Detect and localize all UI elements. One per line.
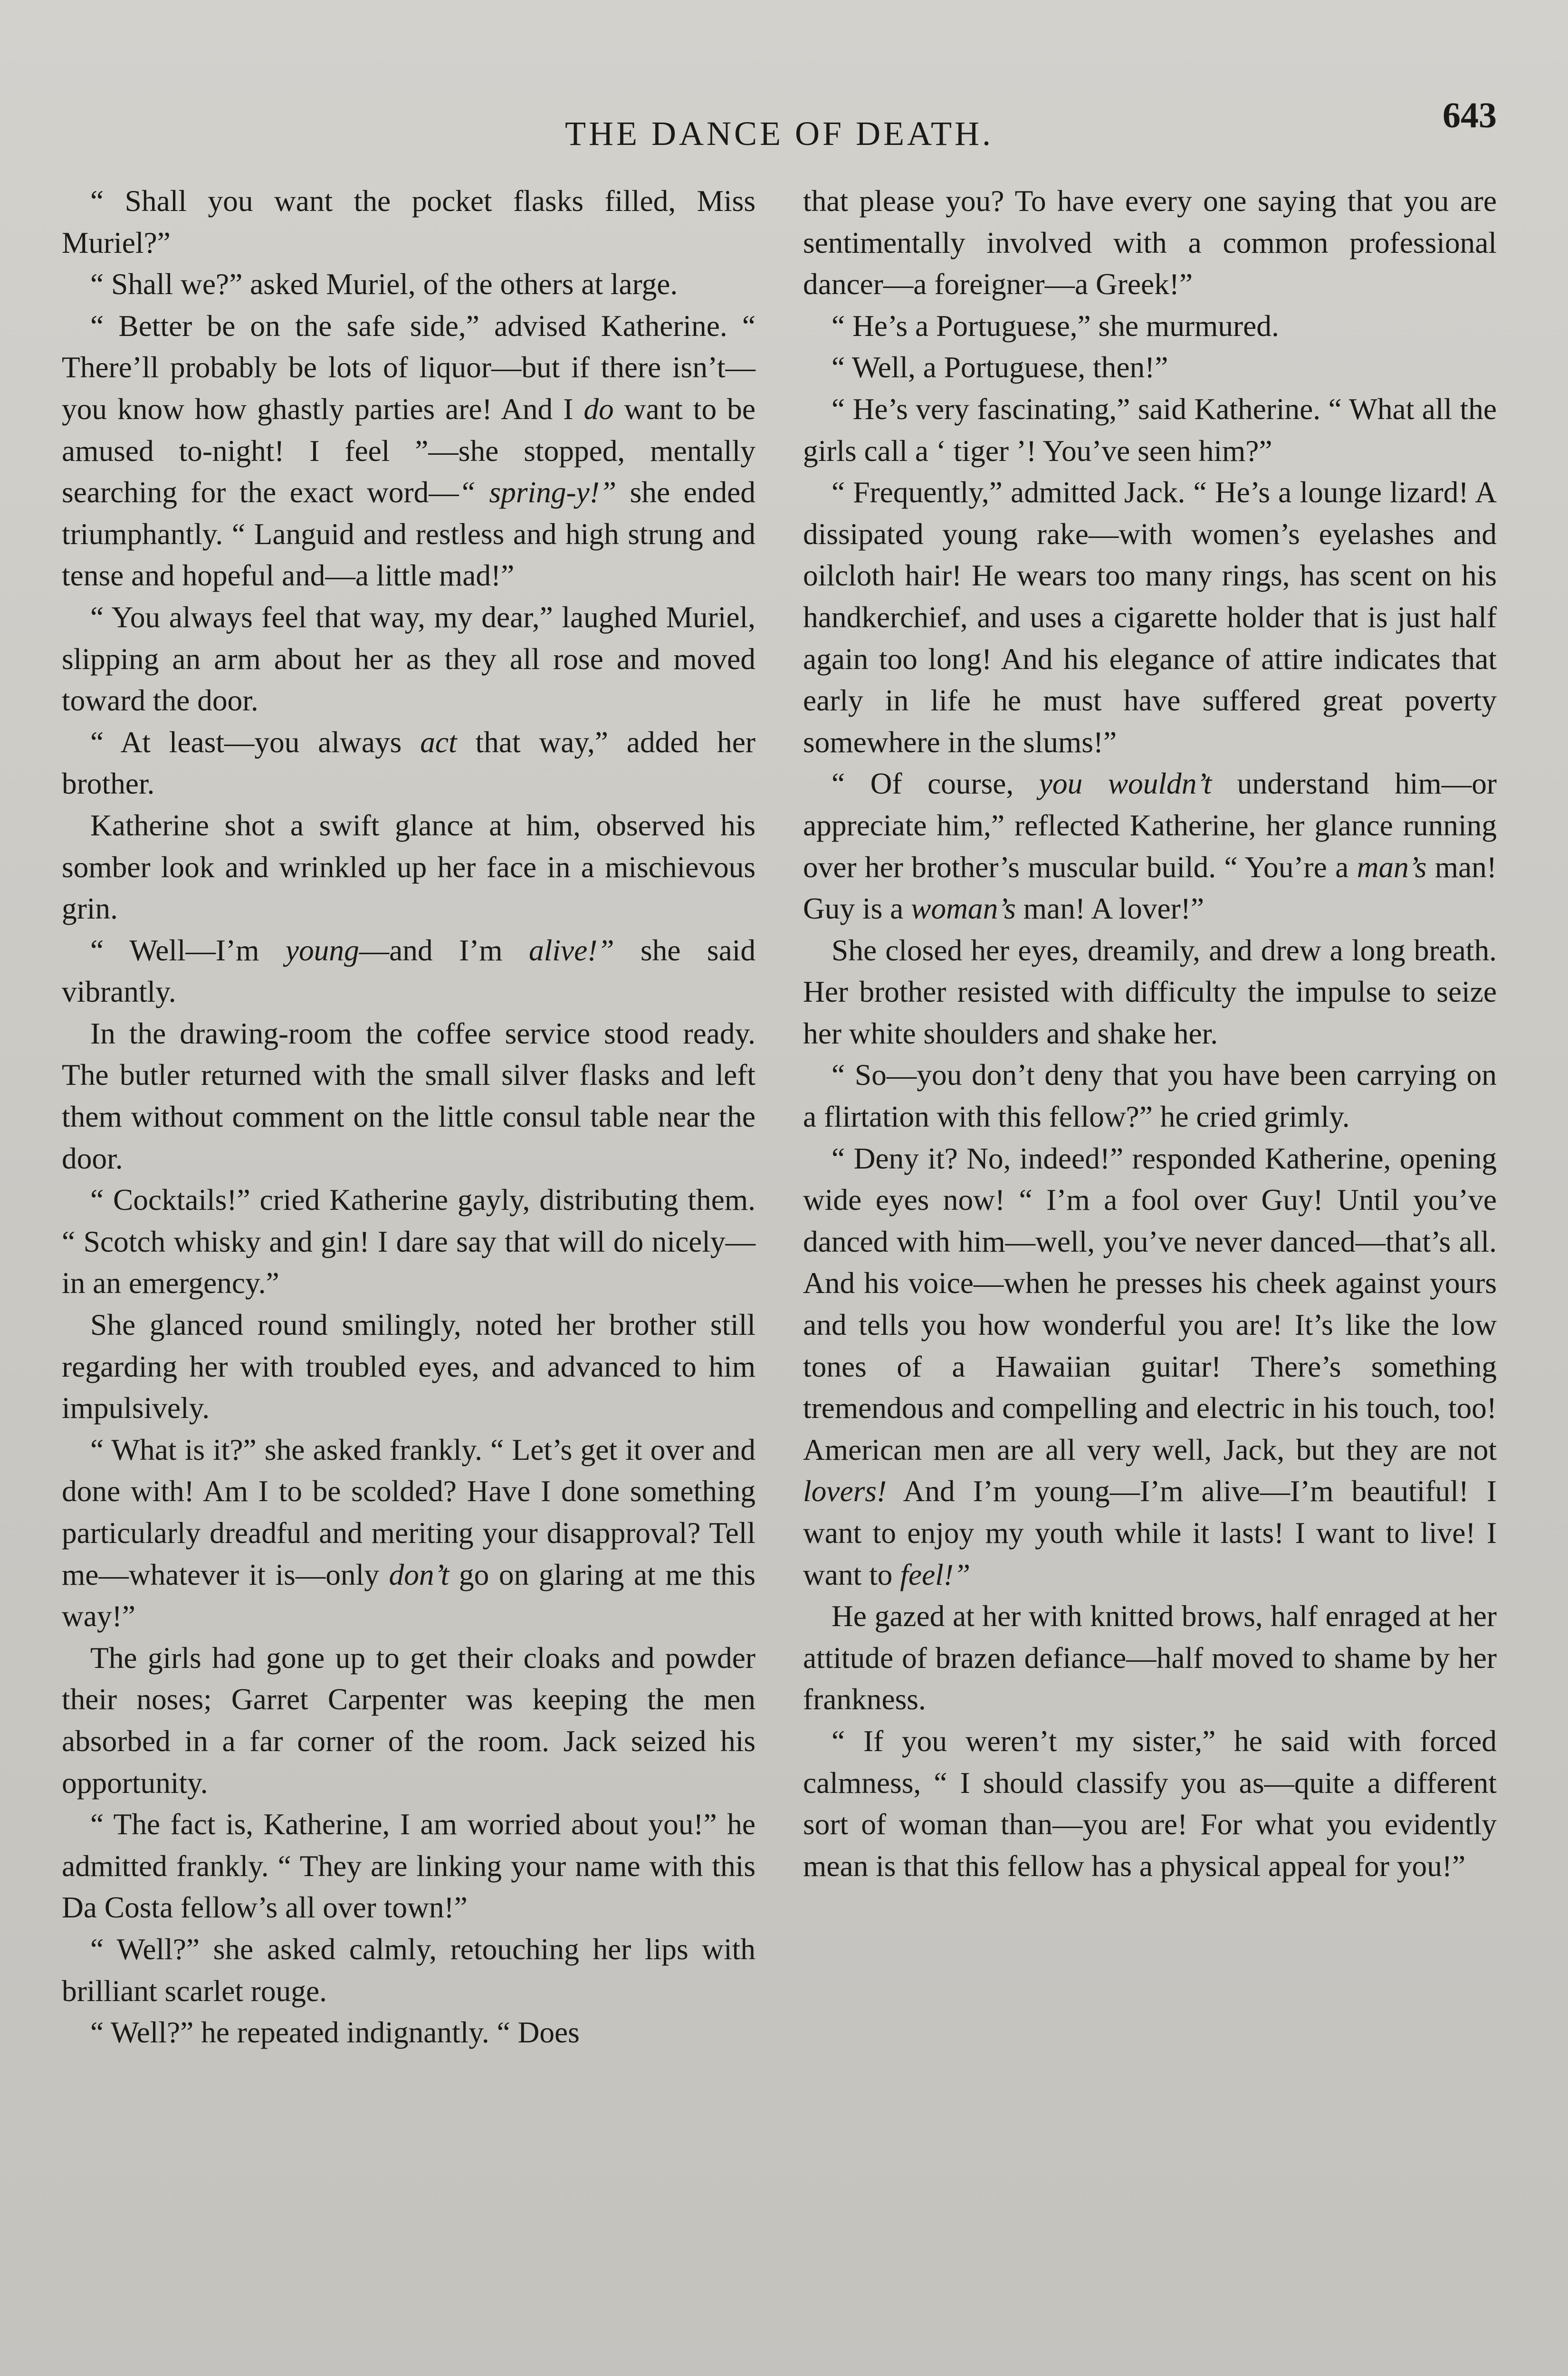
paragraph: Katherine shot a swift glance at him, observed his somber look and wrinkled up her face in a mischievous grin. (62, 808, 755, 926)
paragraph: “ He’s very fascinating,” said Katherine. “ What all the girls call a ‘ tiger ’! You’ve seen him?” (803, 392, 1497, 468)
paragraph: “ Frequently,” admitted Jack. “ He’s a lounge lizard! A dissipated young rake—with women’s eyelashes and oilcloth hair! He wears too many rings, has scent on his handkerchief, and uses a cigarette holder that is just half again too long! And his elegance of attire indicates that early in life he must have suffered great poverty somewhere in the slums!” (803, 476, 1497, 759)
paragraph: “ If you weren’t my sister,” he said with forced calmness, “ I should classify you as—quite a different sort of woman than—you are! For what you evidently mean is that this fellow has a physical appeal for you!” (803, 1724, 1497, 1883)
paragraph: He gazed at her with knitted brows, half enraged at her attitude of brazen defiance—half moved to shame by her frankness. (803, 1600, 1497, 1716)
paragraph: “ What is it?” she asked frankly. “ Let’s get it over and done with! Am I to be scolded? Have I done something particularly dreadful and meriting your disapproval? Tell me—whatever it is—only don’t go on glaring at me this way!” (62, 1433, 755, 1633)
paragraph: She glanced round smilingly, noted her brother still regarding her with troubled eyes, and advanced to him impulsively. (62, 1308, 755, 1425)
paragraph: “ Cocktails!” cried Katherine gayly, distributing them. “ Scotch whisky and gin! I dare say that will do nicely—in an emergency.” (62, 1183, 755, 1300)
paragraph: “ Well?” he repeated indignantly. “ Does (90, 2016, 580, 2050)
paragraph: In the drawing-room the coffee service stood ready. The butler returned with the small silver flasks and left them without comment on the little consul table near the door. (62, 1016, 755, 1175)
paragraph: “ Shall we?” asked Muriel, of the others at large. (90, 268, 678, 301)
right-column (803, 181, 1497, 2376)
paragraph: “ You always feel that way, my dear,” laughed Muriel, slipping an arm about her as they all rose and moved toward the door. (62, 600, 755, 718)
paragraph: “ Well—I’m young—and I’m alive!” she said vibrantly. (62, 933, 756, 1009)
paragraph: “ He’s a Portuguese,” she murmured. (832, 309, 1279, 343)
paragraph: “ The fact is, Katherine, I am worried about you!” he admitted frankly. “ They are linking your name with this Da Costa fellow’s all over town!” (62, 1808, 755, 1925)
paragraph: “ Shall you want the pocket flasks filled, Miss Muriel?” (62, 184, 755, 259)
paragraph: She closed her eyes, dreamily, and drew a long breath. Her brother resisted with difficulty the impulse to seize her white shoulders and shake her. (803, 933, 1497, 1050)
paragraph: “ Better be on the safe side,” advised Katherine. “ There’ll probably be lots of liquor—but if there isn’t—you know how ghastly parties are! And I do want to be amused to-night! I feel ”—she stopped, mentally searching for the exact word—“ spring-y!” she ended triumphantly. “ Languid and restless and high strung and tense and hopeful and—a little mad!” (62, 309, 755, 593)
page-header (62, 95, 1497, 157)
page-number: 643 (1443, 96, 1497, 135)
paragraph: “ Of course, you wouldn’t understand him—or appreciate him,” reflected Katherine, her glance running over her brother’s muscular build. “ You’re a man’s man! Guy is a woman’s man! A lover!” (803, 767, 1497, 926)
paragraph: “ Deny it? No, indeed!” responded Katherine, opening wide eyes now! “ I’m a fool over Guy! Until you’ve danced with him—well, you’ve never danced—that’s all. And his voice—when he presses his cheek against yours and tells you how wonderful you are! It’s like the low tones of a Hawaiian guitar! There’s something tremendous and compelling and electric in his touch, too! American men are all very well, Jack, but they are not lovers! And I’m young—I’m alive—I’m beautiful! I want to enjoy my youth while it lasts! I want to live! I want to feel!” (803, 1141, 1497, 1591)
paragraph: “ Well?” she asked calmly, retouching her lips with brilliant scarlet rouge. (62, 1932, 755, 2008)
paragraph: “ So—you don’t deny that you have been carrying on a flirtation with this fellow?” he cried grimly. (803, 1058, 1497, 1134)
left-column (62, 181, 755, 2376)
text-columns (62, 181, 1497, 2376)
paragraph: that please you? To have every one saying that you are sentimentally involved with a common professional dancer—a foreigner—a Greek!” (803, 184, 1497, 301)
paragraph: The girls had gone up to get their cloaks and powder their noses; Garret Carpenter was keeping the men absorbed in a far corner of the room. Jack seized his opportunity. (62, 1641, 755, 1800)
running-title: THE DANCE OF DEATH. (565, 115, 994, 153)
paragraph: “ At least—you always act that way,” added her brother. (62, 725, 755, 801)
paragraph: “ Well, a Portuguese, then!” (832, 351, 1168, 384)
